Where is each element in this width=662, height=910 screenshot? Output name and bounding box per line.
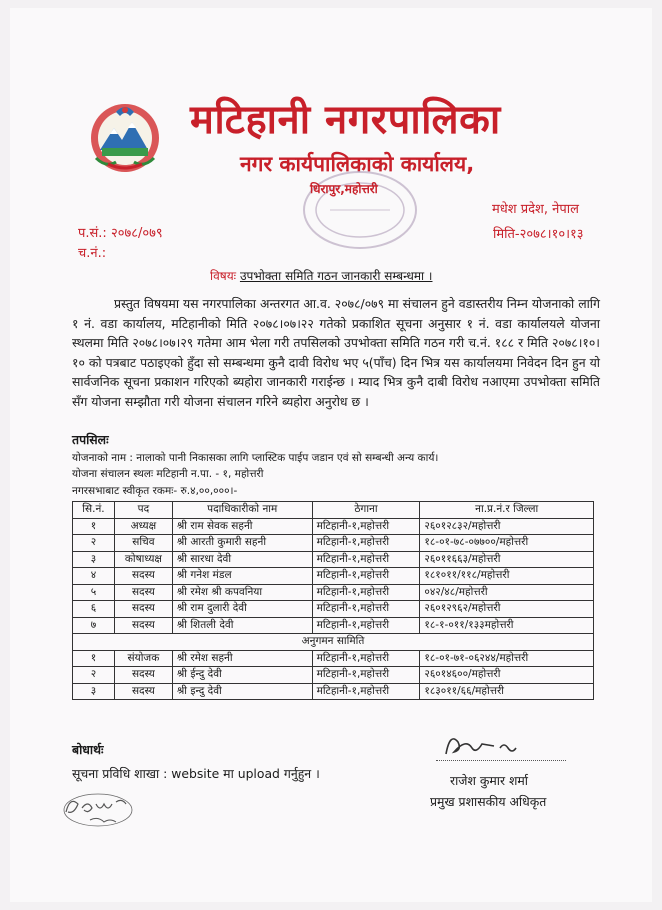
table-cell: सदस्य [114, 601, 172, 618]
column-header: पद [114, 502, 172, 519]
office-subtitle: नगर कार्यपालिकाको कार्यालय, [240, 152, 475, 176]
table-cell: ३ [73, 551, 115, 568]
table-cell: श्री सारधा देवी [172, 551, 312, 568]
subject-line [210, 267, 432, 284]
table-cell: श्री राम सेवक सहनी [172, 518, 312, 535]
handwritten-note-icon [60, 782, 140, 832]
table-cell: ५ [73, 584, 115, 601]
table-section-row [73, 634, 594, 651]
table-cell: सदस्य [114, 617, 172, 634]
table-cell: श्री आरती कुमारी सहनी [172, 535, 312, 552]
province-label: मधेश प्रदेश, नेपाल [492, 202, 579, 217]
municipality-title: मटिहानी नगरपालिका [190, 97, 501, 143]
table-row [73, 683, 594, 700]
table-cell: १८-०१-७८-०७७००/महोत्तरी [420, 535, 594, 552]
cc-heading: बोधार्थः [72, 742, 104, 757]
table-row [73, 601, 594, 618]
signatory-name: राजेश कुमार शर्मा [450, 773, 529, 788]
signature-icon [440, 728, 560, 760]
table-cell: ०४२/४८/महोत्तरी [420, 584, 594, 601]
table-cell: मटिहानी-१,महोत्तरी [312, 535, 420, 552]
signatory-title: प्रमुख प्रशासकीय अधिकृत [430, 794, 547, 809]
table-row [73, 667, 594, 684]
table-cell: मटिहानी-१,महोत्तरी [312, 601, 420, 618]
table-cell: २ [73, 535, 115, 552]
table-cell: मटिहानी-१,महोत्तरी [312, 584, 420, 601]
table-cell: श्री ईन्दु देवी [172, 667, 312, 684]
column-header: ना.प्र.नं.र जिल्ला [420, 502, 594, 519]
table-cell: मटिहानी-१,महोत्तरी [312, 518, 420, 535]
subject-label: विषयः [210, 269, 237, 283]
table-cell: सदस्य [114, 568, 172, 585]
office-location: धिरापुर,महोत्तरी [310, 182, 378, 196]
table-row [73, 617, 594, 634]
table-cell: २ [73, 667, 115, 684]
table-cell: मटिहानी-१,महोत्तरी [312, 551, 420, 568]
table-cell: मटिहानी-१,महोत्तरी [312, 617, 420, 634]
table-cell: १ [73, 518, 115, 535]
table-cell: ३ [73, 683, 115, 700]
table-header-row [73, 502, 594, 519]
table-cell: सदस्य [114, 584, 172, 601]
table-row [73, 584, 594, 601]
column-header: ठेगाना [312, 502, 420, 519]
table-cell: श्री शितली देवी [172, 617, 312, 634]
table-cell: १८-०१-७१-०६२४४/महोत्तरी [420, 650, 594, 667]
municipal-emblem-icon [86, 98, 164, 176]
table-cell: ४ [73, 568, 115, 585]
table-cell: मटिहानी-१,महोत्तरी [312, 650, 420, 667]
table-cell: कोषाध्यक्ष [114, 551, 172, 568]
table-cell: २६०१२९६२/महोत्तरी [420, 601, 594, 618]
monitoring-committee-heading: अनुगमन सामिति [73, 634, 594, 651]
approved-amount: नगरसभाबाट स्वीकृत रकमः- रु.४,००,०००।- [72, 485, 238, 497]
table-row [73, 535, 594, 552]
subject-text: उपभोक्ता समिति गठन जानकारी सम्बन्धमा । [239, 269, 433, 283]
cc-recipient: सूचना प्रविधि शाखा : website मा upload गर्नुहुन । [72, 766, 320, 781]
table-cell: श्री राम दुलारी देवी [172, 601, 312, 618]
table-cell: श्री इन्दु देवी [172, 683, 312, 700]
table-cell: मटिहानी-१,महोत्तरी [312, 667, 420, 684]
table-cell: श्री रमेश सहनी [172, 650, 312, 667]
column-header: सि.नं. [73, 502, 115, 519]
table-cell: सचिव [114, 535, 172, 552]
table-cell: ७ [73, 617, 115, 634]
dispatch-number: च.नं.: [78, 246, 107, 261]
signature-line [436, 760, 566, 761]
table-row [73, 568, 594, 585]
table-cell: १ [73, 650, 115, 667]
table-cell: १८३०११/६६/महोत्तरी [420, 683, 594, 700]
table-cell: संयोजक [114, 650, 172, 667]
committee-table [72, 501, 594, 700]
reference-number: प.सं.: २०७८/०७९ [78, 226, 163, 241]
letter-date: मिति-२०७८।१०।१३ [493, 227, 584, 242]
table-cell: १८-१-०११/१३३महोत्तरी [420, 617, 594, 634]
table-row [73, 551, 594, 568]
table-cell: १८१०११/११८/महोत्तरी [420, 568, 594, 585]
table-cell: सदस्य [114, 667, 172, 684]
table-cell: अध्यक्ष [114, 518, 172, 535]
table-row [73, 650, 594, 667]
table-row [73, 518, 594, 535]
project-name: योजनाको नाम : नालाको पानी निकासका लागि प्लास्टिक पाईप जडान एवं सो सम्बन्धी अन्य कार्य। [72, 452, 439, 464]
project-site: योजना संचालन स्थलः मटिहानी न.पा. - १, महोत्तरी [72, 468, 264, 480]
table-cell: सदस्य [114, 683, 172, 700]
table-cell: २६०१२८३२/महोत्तरी [420, 518, 594, 535]
table-cell: ६ [73, 601, 115, 618]
table-cell: मटिहानी-१,महोत्तरी [312, 683, 420, 700]
column-header: पदाधिकारीको नाम [172, 502, 312, 519]
table-cell: २६०११६६३/महोत्तरी [420, 551, 594, 568]
table-cell: श्री गनेश मंडल [172, 568, 312, 585]
table-cell: २६०१४६००/महोत्तरी [420, 667, 594, 684]
table-cell: मटिहानी-१,महोत्तरी [312, 568, 420, 585]
table-cell: श्री रमेश श्री कपवनिया [172, 584, 312, 601]
body-paragraph: प्रस्तुत विषयमा यस नगरपालिका अन्तरगत आ.व. २०७८/०७९ मा संचालन हुने वडास्तरीय निम्न योजनाको लागि १ नं. वडा कार्यालय, मटिहानीको मिति २०७८।०७।२२ गतेको प्रकाशित सूचना अनुसार १ नं. वडा कार्यालयले योजना स्थलमा मिति २०७८।०७।२९ गतेमा आम भेला गरी तपसिलको उपभोक्ता समिति गठन गरी च.नं. १८८ र मिति २०७८।१०।१० को पत्रबाट पठाइएको हुँदा सो सम्बन्धमा कुनै दावी विरोध भए ५(पाँच) दिन भित्र यस कार्यालयमा निवेदन दिन हुन यो सार्वजनिक सूचना प्रकाशन गरिएको ब्यहोरा जानकारी गराईन्छ । म्याद भित्र कुनै दाबी विरोध नआएमा उपभोक्ता समिति सँग योजना सम्झौता गरी योजना संचालन गरिने ब्यहोरा अनुरोध छ । [72, 296, 600, 409]
details-heading: तपसिलः [72, 432, 109, 447]
